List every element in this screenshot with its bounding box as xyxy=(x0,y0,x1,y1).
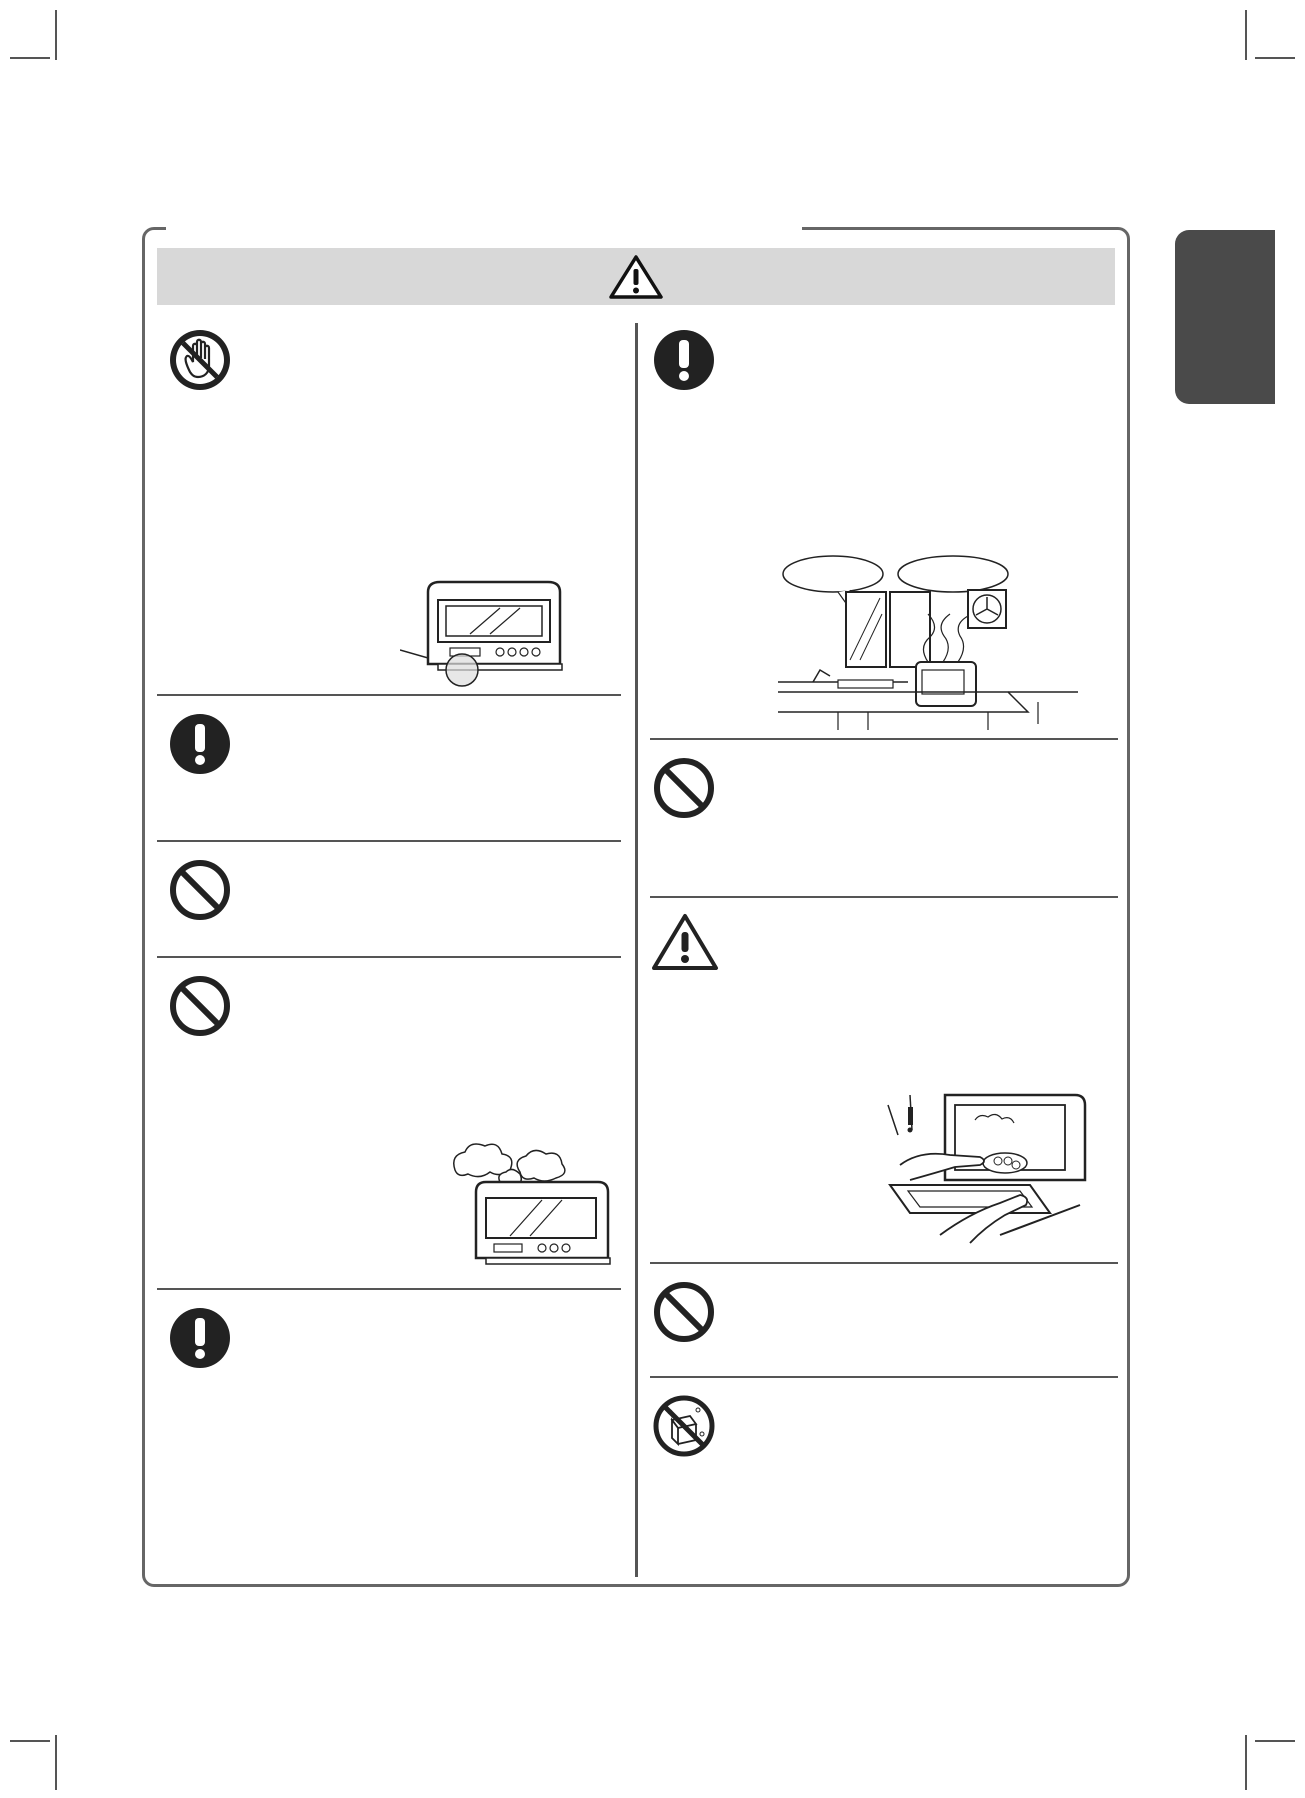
right-item-5-text xyxy=(735,1396,1110,1566)
left-divider-2 xyxy=(157,840,621,842)
mandatory-action-icon xyxy=(168,712,232,776)
right-divider-2 xyxy=(650,896,1118,898)
left-item-4-text xyxy=(250,978,620,1138)
right-item-2-text xyxy=(735,758,1110,878)
crop-mark-bottom-left-h xyxy=(10,1740,50,1742)
left-item-2-text xyxy=(250,715,620,825)
left-item-1-text xyxy=(250,330,620,500)
caution-triangle-icon xyxy=(650,912,720,972)
prohibition-icon xyxy=(168,974,232,1038)
column-divider xyxy=(635,323,638,1577)
oven-steam-illustration xyxy=(450,1140,620,1275)
mandatory-action-icon xyxy=(652,328,716,392)
prohibition-icon xyxy=(652,1280,716,1344)
crop-mark-bottom-right-h xyxy=(1255,1740,1295,1742)
right-divider-3 xyxy=(650,1262,1118,1264)
side-tab xyxy=(1175,230,1275,404)
right-item-1-text xyxy=(735,330,1110,530)
opening-oven-illustration xyxy=(880,1085,1095,1245)
right-divider-4 xyxy=(650,1376,1118,1378)
crop-mark-top-right-v xyxy=(1245,10,1247,60)
crop-mark-top-left-h xyxy=(10,57,50,59)
warning-bar xyxy=(157,248,1115,305)
mandatory-action-icon xyxy=(168,1306,232,1370)
no-disassembly-icon xyxy=(652,1394,716,1458)
right-divider-1 xyxy=(650,738,1118,740)
do-not-touch-icon xyxy=(168,328,232,392)
crop-mark-top-right-h xyxy=(1255,57,1295,59)
crop-mark-top-left-v xyxy=(55,10,57,60)
oven-on-counter-illustration xyxy=(400,570,620,695)
prohibition-icon xyxy=(168,858,232,922)
ventilation-kitchen-illustration xyxy=(778,552,1078,730)
crop-mark-bottom-right-v xyxy=(1245,1735,1247,1790)
left-item-3-text xyxy=(250,860,620,945)
left-divider-1 xyxy=(157,694,621,696)
crop-mark-bottom-left-v xyxy=(55,1735,57,1790)
warning-triangle-icon xyxy=(608,254,664,300)
left-item-5-text xyxy=(250,1308,620,1568)
left-divider-4 xyxy=(157,1288,621,1290)
section-title xyxy=(166,210,802,230)
right-item-4-text xyxy=(735,1282,1110,1367)
left-divider-3 xyxy=(157,956,621,958)
right-item-3-text xyxy=(735,916,1110,1076)
prohibition-icon xyxy=(652,756,716,820)
